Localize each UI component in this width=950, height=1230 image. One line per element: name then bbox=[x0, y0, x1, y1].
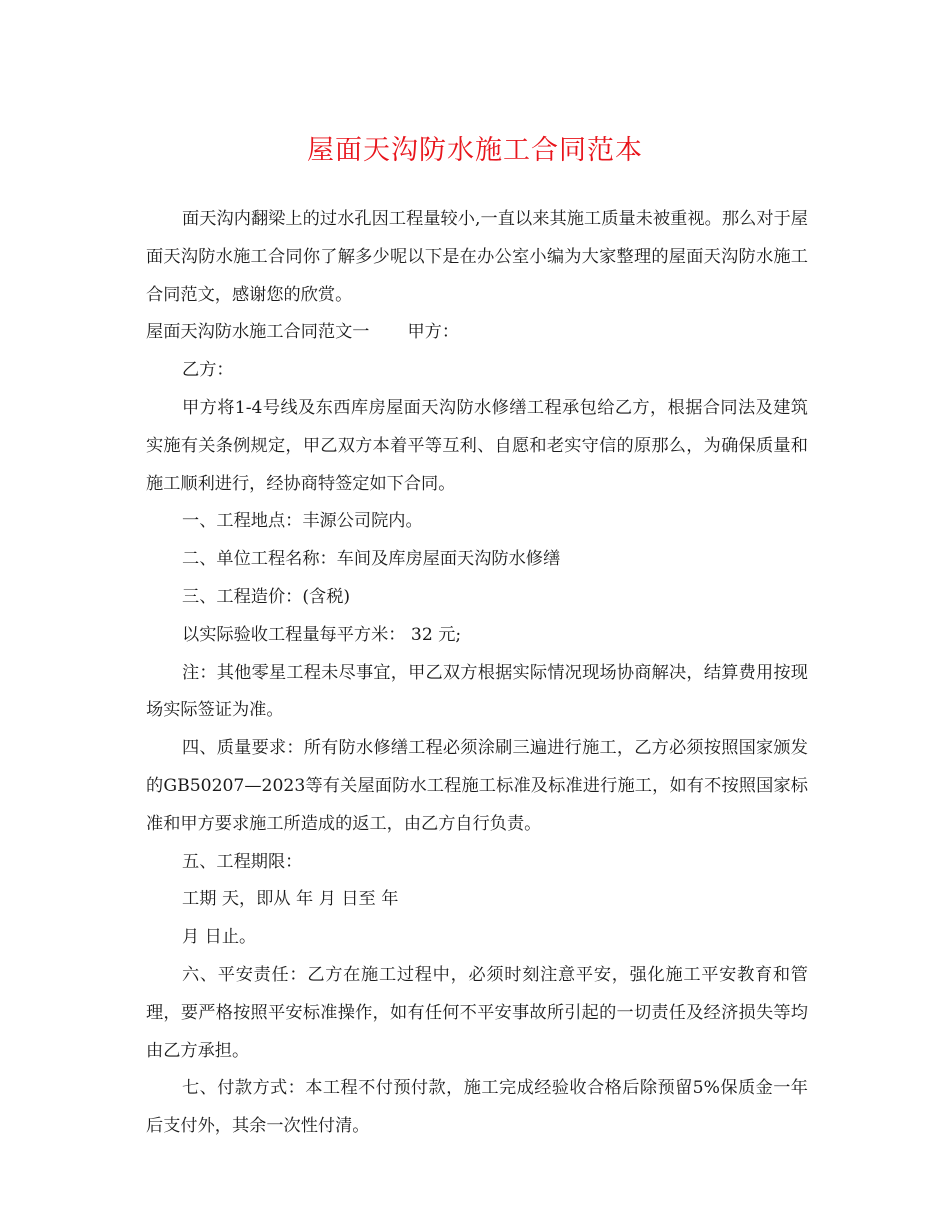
price-line: 以实际验收工程量每平方米： 32 元; bbox=[182, 624, 462, 645]
period-line-1: 工期 天，即从 年 月 日至 年 bbox=[182, 889, 399, 910]
clause-4: 四、质量要求：所有防水修缮工程必须涂刷三遍进行施工，乙方必须按照国家颁发的GB50207—2023等有关屋面防水工程施工标准及标准进行施工，如有不按照国家标准和甲方要求施工所造成的返工，由乙方自行负责。 bbox=[146, 738, 808, 834]
document-body bbox=[146, 201, 808, 1146]
clause-2: 二、单位工程名称：车间及库房屋面天沟防水修缮 bbox=[182, 549, 561, 570]
party-a: 甲方： bbox=[407, 322, 460, 343]
document-title: 屋面天沟防水施工合同范本 bbox=[307, 135, 643, 166]
note-paragraph: 注：其他零星工程未尽事宜，甲乙双方根据实际情况现场协商解决，结算费用按现场实际签证为准。 bbox=[146, 662, 808, 721]
party-b: 乙方： bbox=[182, 360, 234, 381]
intro-paragraph: 面天沟内翻梁上的过水孔因工程量较小,一直以来其施工质量未被重视。那么对于屋面天沟防水施工合同你了解多少呢以下是在办公室小编为大家整理的屋面天沟防水施工合同范文，感谢您的欣赏。 bbox=[146, 209, 808, 305]
clause-5: 五、工程期限： bbox=[182, 851, 303, 872]
section-heading: 屋面天沟防水施工合同范文一 bbox=[146, 322, 370, 343]
clause-1: 一、工程地点：丰源公司院内。 bbox=[182, 511, 423, 532]
clause-3: 三、工程造价：(含税) bbox=[182, 586, 351, 607]
preamble-paragraph: 甲方将1-4号线及东西库房屋面天沟防水修缮工程承包给乙方，根据合同法及建筑实施有关条例规定，甲乙双方本着平等互利、自愿和老实守信的原那么，为确保质量和施工顺利进行，经协商特签定如下合同。 bbox=[146, 397, 808, 494]
clause-6: 六、平安责任：乙方在施工过程中，必须时刻注意平安，强化施工平安教育和管理，要严格按照平安标准操作，如有任何不平安事故所引起的一切责任及经济损失等均由乙方承担。 bbox=[146, 964, 808, 1061]
period-line-2: 月 日止。 bbox=[182, 927, 257, 948]
clause-7: 七、付款方式：本工程不付预付款，施工完成经验收合格后除预留5%保质金一年后支付外，其余一次性付清。 bbox=[146, 1078, 808, 1137]
section-heading-line bbox=[146, 314, 808, 352]
